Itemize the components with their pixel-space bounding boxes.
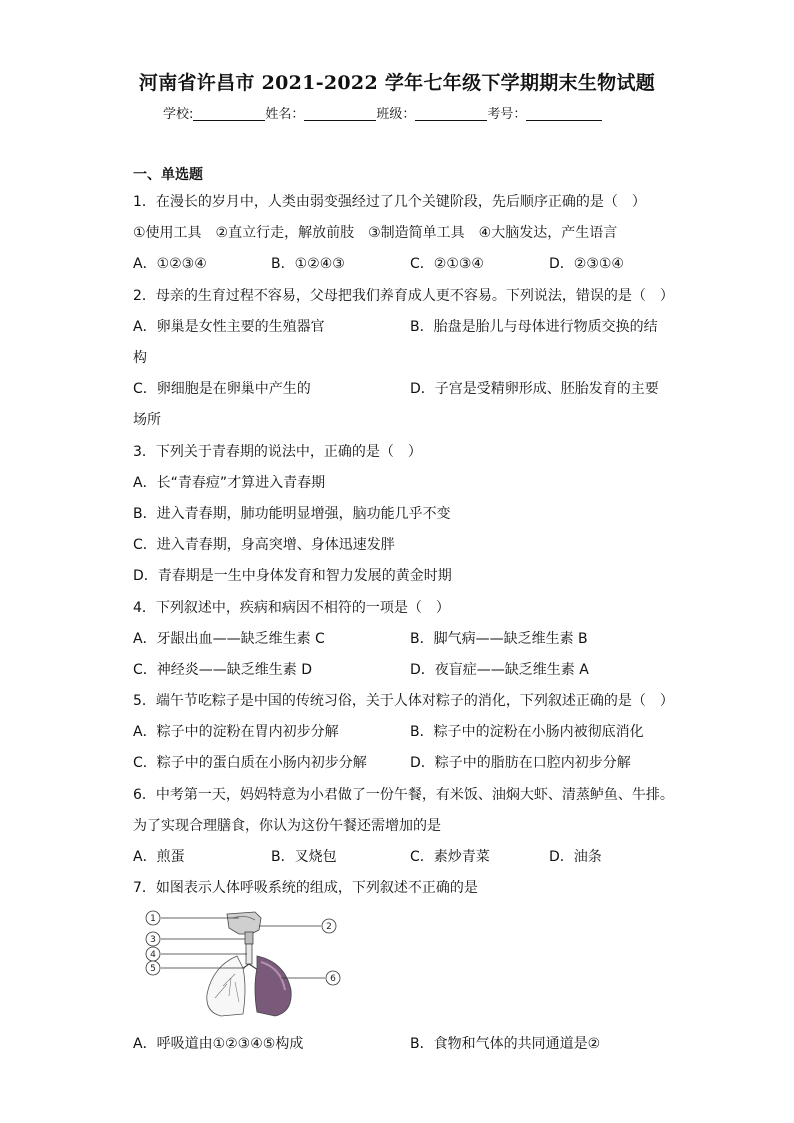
question-5-option-a[interactable]: A．粽子中的淀粉在胃内初步分解 [133,724,339,740]
question-4-option-a[interactable]: A．牙龈出血——缺乏维生素 C [133,631,325,647]
diagram-label-6: 6 [330,974,336,984]
question-5-option-c[interactable]: C．粽子中的蛋白质在小肠内初步分解 [133,755,367,771]
exam-title: 河南省许昌市 2021-2022 学年七年级下学期期末生物试题 [138,72,656,94]
name-blank[interactable] [304,106,376,121]
name-label: 姓名： [265,107,305,122]
question-6-option-a[interactable]: A．煎蛋 [133,849,185,865]
class-blank[interactable] [415,106,487,121]
question-2-option-a[interactable]: A．卵巢是女性主要的生殖器官 [133,319,325,335]
question-2-option-d-continued: 场所 [133,412,161,428]
diagram-label-5: 5 [150,964,156,974]
question-6-option-c[interactable]: C．素炒青菜 [410,849,490,865]
diagram-label-2: 2 [326,922,332,932]
diagram-label-4: 4 [150,950,156,960]
class-label: 班级： [376,107,416,122]
question-2-option-b-continued: 构 [133,350,147,366]
question-1-stem: 1．在漫长的岁月中，人类由弱变强经过了几个关键阶段，先后顺序正确的是（ ） [133,194,646,210]
respiratory-system-diagram [135,908,350,1024]
question-1-option-a[interactable]: A．①②③④ [133,256,207,272]
question-7-stem: 7．如图表示人体呼吸系统的组成，下列叙述不正确的是 [133,880,478,896]
question-4-option-c[interactable]: C．神经炎——缺乏维生素 D [133,662,313,678]
question-4-option-d[interactable]: D．夜盲症——缺乏维生素 A [410,662,589,678]
question-5-stem: 5．端午节吃粽子是中国的传统习俗，关于人体对粽子的消化，下列叙述正确的是（ ） [133,693,674,709]
question-3-option-c[interactable]: C．进入青春期，身高突增、身体迅速发胖 [133,537,395,553]
question-1-option-c[interactable]: C．②①③④ [410,256,484,272]
school-label: 学校: [163,107,194,122]
school-blank[interactable] [193,106,265,121]
question-6-stem: 6．中考第一天，妈妈特意为小君做了一份午餐，有米饭、油焖大虾、清蒸鲈鱼、牛排。 [133,787,674,803]
section-heading: 一、单选题 [133,167,203,183]
question-2-option-c[interactable]: C．卵细胞是在卵巢中产生的 [133,381,311,397]
question-6-option-b[interactable]: B．叉烧包 [271,849,337,865]
question-5-option-b[interactable]: B．粽子中的淀粉在小肠内被彻底消化 [410,724,644,740]
question-3-option-a[interactable]: A．长“青春痘”才算进入青春期 [133,475,326,491]
question-4-option-b[interactable]: B．脚气病——缺乏维生素 B [410,631,588,647]
question-4-stem: 4．下列叙述中，疾病和病因不相符的一项是（ ） [133,600,450,616]
question-1-option-d[interactable]: D．②③①④ [549,256,624,272]
student-info-row [163,103,602,122]
question-2-option-d[interactable]: D．子宫是受精卵形成、胚胎发育的主要 [410,381,659,397]
exam-number-label: 考号： [487,107,527,122]
question-3-option-d[interactable]: D．青春期是一生中身体发育和智力发展的黄金时期 [133,568,452,584]
question-7-option-a[interactable]: A．呼吸道由①②③④⑤构成 [133,1036,304,1052]
question-2-stem: 2．母亲的生育过程不容易，父母把我们养育成人更不容易。下列说法，错误的是（ ） [133,288,674,304]
exam-number-blank[interactable] [526,106,602,121]
question-6-stem-continued: 为了实现合理膳食，你认为这份午餐还需增加的是 [133,818,441,834]
question-5-option-d[interactable]: D．粽子中的脂肪在口腔内初步分解 [410,755,631,771]
question-1-option-b[interactable]: B．①②④③ [271,256,345,272]
question-3-option-b[interactable]: B．进入青春期，肺功能明显增强，脑功能几乎不变 [133,506,451,522]
question-7-option-b[interactable]: B．食物和气体的共同通道是② [410,1036,601,1052]
diagram-label-1: 1 [150,914,156,924]
diagram-label-3: 3 [150,935,156,945]
question-1-items: ①使用工具 ②直立行走，解放前肢 ③制造简单工具 ④大脑发达，产生语言 [133,225,618,241]
question-3-stem: 3．下列关于青春期的说法中，正确的是（ ） [133,444,422,460]
question-2-option-b[interactable]: B．胎盘是胎儿与母体进行物质交换的结 [410,319,658,335]
question-6-option-d[interactable]: D．油条 [549,849,602,865]
